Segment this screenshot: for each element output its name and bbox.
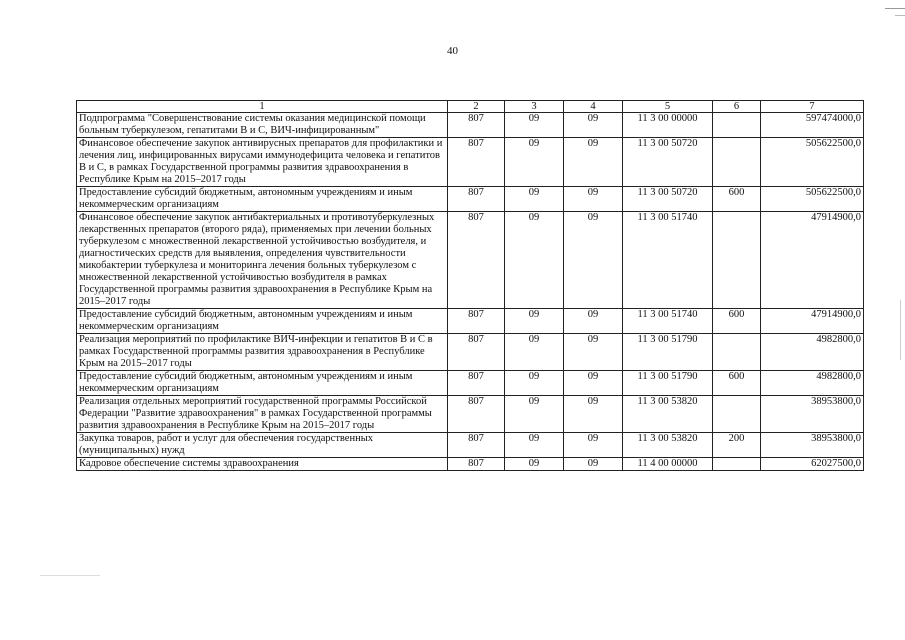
row-code-cell: 09 bbox=[505, 371, 564, 396]
row-code-cell: 200 bbox=[713, 433, 761, 458]
row-code-cell: 09 bbox=[564, 396, 623, 433]
row-code-cell: 09 bbox=[505, 309, 564, 334]
row-code-cell: 807 bbox=[448, 458, 505, 471]
scan-edge-mark bbox=[895, 15, 905, 16]
row-amount-cell: 47914900,0 bbox=[761, 309, 864, 334]
row-code-cell: 09 bbox=[505, 113, 564, 138]
row-code-cell: 600 bbox=[713, 371, 761, 396]
table-row bbox=[77, 334, 864, 371]
table-row bbox=[77, 458, 864, 471]
row-code-cell: 807 bbox=[448, 187, 505, 212]
row-code-cell: 09 bbox=[564, 433, 623, 458]
row-name-cell: Реализация мероприятий по профилактике ВИЧ-инфекции и гепатитов В и С в рамках Государственной программы развития здравоохранения в Республике Крым на 2015–2017 годы bbox=[77, 334, 448, 371]
row-code-cell: 807 bbox=[448, 138, 505, 187]
row-amount-cell: 505622500,0 bbox=[761, 187, 864, 212]
page-number: 40 bbox=[447, 45, 458, 57]
row-code-cell: 09 bbox=[564, 187, 623, 212]
row-code-cell: 11 3 00 50720 bbox=[623, 187, 713, 212]
table-row bbox=[77, 212, 864, 309]
row-code-cell: 807 bbox=[448, 113, 505, 138]
table-row bbox=[77, 396, 864, 433]
table-row bbox=[77, 138, 864, 187]
row-code-cell: 09 bbox=[505, 458, 564, 471]
row-name-cell: Подпрограмма "Совершенствование системы оказания медицинской помощи больным туберкулезом, гепатитами В и С, ВИЧ-инфицированным" bbox=[77, 113, 448, 138]
row-code-cell: 11 3 00 53820 bbox=[623, 396, 713, 433]
row-amount-cell: 4982800,0 bbox=[761, 334, 864, 371]
table-row bbox=[77, 187, 864, 212]
column-header: 3 bbox=[505, 101, 564, 113]
row-code-cell bbox=[713, 212, 761, 309]
column-header: 6 bbox=[713, 101, 761, 113]
row-code-cell: 09 bbox=[505, 334, 564, 371]
row-code-cell: 09 bbox=[564, 113, 623, 138]
row-name-cell: Финансовое обеспечение закупок антибактериальных и противотуберкулезных лекарственных препаратов (второго ряда), применяемых при лечении больных туберкулезом с множественной лекарственной устойчивостью возбудителя, и диагностических средств для выявления, определения чувствительности микобактерии туберкулеза и мониторинга лечения больных туберкулезом с множественной лекарственной устойчивостью возбудителя в рамках Государственной программы развития здравоохранения в Республике Крым на 2015–2017 годы bbox=[77, 212, 448, 309]
row-code-cell: 11 3 00 51790 bbox=[623, 371, 713, 396]
scan-edge-mark bbox=[40, 575, 100, 576]
row-code-cell: 11 3 00 53820 bbox=[623, 433, 713, 458]
row-code-cell: 11 3 00 51740 bbox=[623, 309, 713, 334]
row-code-cell: 11 3 00 51790 bbox=[623, 334, 713, 371]
row-amount-cell: 505622500,0 bbox=[761, 138, 864, 187]
row-code-cell: 09 bbox=[564, 371, 623, 396]
row-name-cell: Предоставление субсидий бюджетным, автономным учреждениям и иным некоммерческим организациям bbox=[77, 309, 448, 334]
row-amount-cell: 597474000,0 bbox=[761, 113, 864, 138]
row-code-cell bbox=[713, 396, 761, 433]
column-header: 5 bbox=[623, 101, 713, 113]
row-code-cell: 807 bbox=[448, 212, 505, 309]
row-code-cell: 807 bbox=[448, 396, 505, 433]
header-row bbox=[77, 101, 864, 113]
row-code-cell: 807 bbox=[448, 371, 505, 396]
row-code-cell: 09 bbox=[505, 138, 564, 187]
row-code-cell: 807 bbox=[448, 433, 505, 458]
row-code-cell: 600 bbox=[713, 187, 761, 212]
row-name-cell: Реализация отдельных мероприятий государственной программы Российской Федерации "Развитие здравоохранения" в рамках Государственной программы развития здравоохранения в Республике Крым на 2015–2017 годы bbox=[77, 396, 448, 433]
row-code-cell: 09 bbox=[564, 334, 623, 371]
table-row bbox=[77, 433, 864, 458]
row-code-cell: 09 bbox=[564, 138, 623, 187]
row-code-cell: 09 bbox=[505, 433, 564, 458]
row-code-cell: 09 bbox=[564, 309, 623, 334]
row-code-cell bbox=[713, 138, 761, 187]
row-amount-cell: 38953800,0 bbox=[761, 433, 864, 458]
table-row bbox=[77, 371, 864, 396]
row-code-cell: 11 3 00 50720 bbox=[623, 138, 713, 187]
row-name-cell: Закупка товаров, работ и услуг для обеспечения государственных (муниципальных) нужд bbox=[77, 433, 448, 458]
column-header: 7 bbox=[761, 101, 864, 113]
scan-edge-mark bbox=[900, 300, 901, 360]
row-code-cell: 11 4 00 00000 bbox=[623, 458, 713, 471]
row-amount-cell: 47914900,0 bbox=[761, 212, 864, 309]
row-name-cell: Предоставление субсидий бюджетным, автономным учреждениям и иным некоммерческим организациям bbox=[77, 187, 448, 212]
row-name-cell: Кадровое обеспечение системы здравоохранения bbox=[77, 458, 448, 471]
row-name-cell: Финансовое обеспечение закупок антивирусных препаратов для профилактики и лечения лиц, инфицированных вирусами иммунодефицита человека и гепатитов В и С, в рамках Государственной программы развития здравоохранения в Республике Крым на 2015–2017 годы bbox=[77, 138, 448, 187]
row-code-cell: 807 bbox=[448, 309, 505, 334]
row-code-cell: 09 bbox=[564, 458, 623, 471]
row-name-cell: Предоставление субсидий бюджетным, автономным учреждениям и иным некоммерческим организациям bbox=[77, 371, 448, 396]
row-code-cell: 09 bbox=[564, 212, 623, 309]
row-code-cell bbox=[713, 334, 761, 371]
row-code-cell bbox=[713, 458, 761, 471]
row-code-cell: 09 bbox=[505, 396, 564, 433]
row-code-cell: 807 bbox=[448, 334, 505, 371]
row-code-cell: 600 bbox=[713, 309, 761, 334]
budget-table bbox=[76, 100, 864, 471]
row-amount-cell: 4982800,0 bbox=[761, 371, 864, 396]
scan-edge-mark bbox=[885, 8, 905, 9]
column-header: 2 bbox=[448, 101, 505, 113]
row-amount-cell: 62027500,0 bbox=[761, 458, 864, 471]
row-code-cell bbox=[713, 113, 761, 138]
column-header: 4 bbox=[564, 101, 623, 113]
row-code-cell: 09 bbox=[505, 187, 564, 212]
column-header: 1 bbox=[77, 101, 448, 113]
row-amount-cell: 38953800,0 bbox=[761, 396, 864, 433]
table-row bbox=[77, 309, 864, 334]
row-code-cell: 11 3 00 51740 bbox=[623, 212, 713, 309]
row-code-cell: 11 3 00 00000 bbox=[623, 113, 713, 138]
table-row bbox=[77, 113, 864, 138]
row-code-cell: 09 bbox=[505, 212, 564, 309]
